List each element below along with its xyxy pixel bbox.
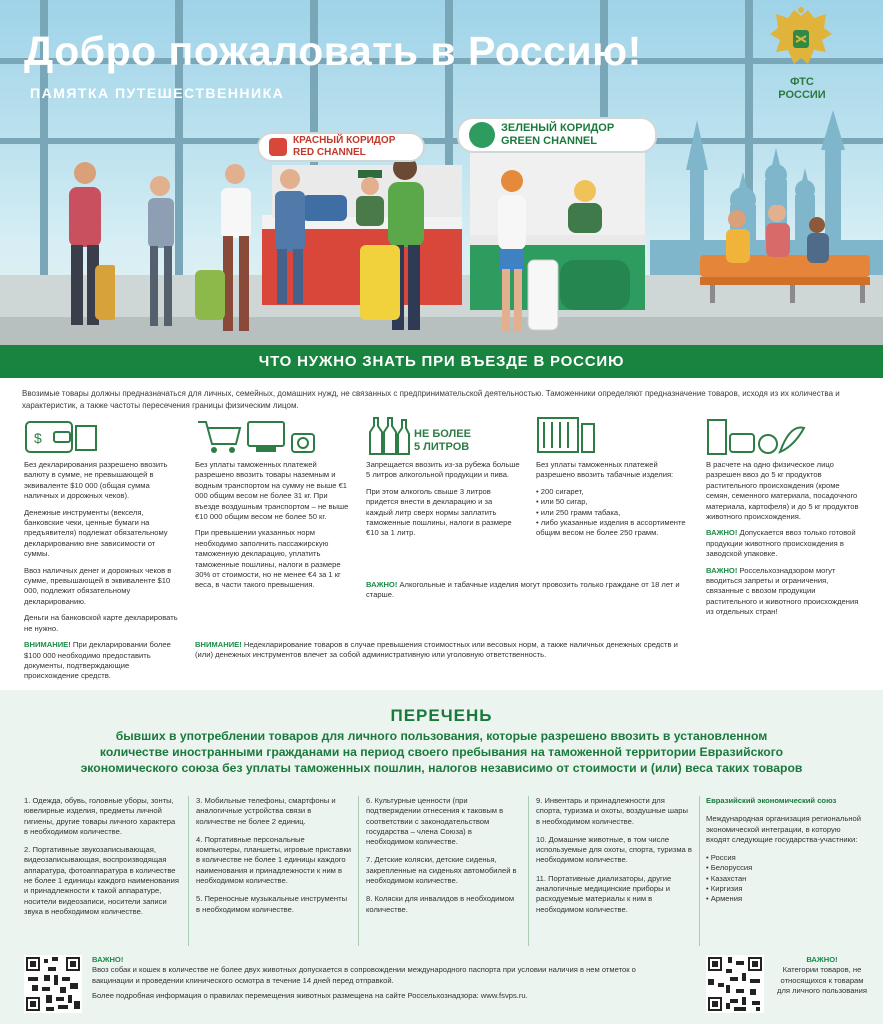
- currency-warning: [24, 640, 182, 682]
- traveler-woman-green-channel: [482, 165, 562, 335]
- liability-warning-text: Недекларирование товаров в случае превышения стоимостных или весовых норм, а также наличных денежных средств и (или) денежных инструментов влечет за собой административную или уголовную ответственность.: [195, 640, 678, 660]
- personal-goods-title: ПЕРЕЧЕНЬ: [390, 706, 493, 725]
- food-warning-1-text: Допускается ввоз только готовой продукции животного происхождения в заводской упаковке.: [706, 528, 856, 559]
- eaeu-members: [706, 853, 862, 904]
- age-warning: [366, 580, 692, 601]
- currency-warning-text: При декларировании более $100 000 необходимо предоставить документы, подтверждающие происхождение средств.: [24, 640, 171, 681]
- alcohol-text-1: Запрещается ввозить из-за рубежа больше 5 литров алкогольной продукции и пива.: [366, 460, 520, 480]
- eaeu-text: Международная организация региональной экономической интеграции, в которую входят следующие государства-участники:: [706, 814, 861, 844]
- currency-text-2: Денежные инструменты (векселя, банковские чеки, ценные бумаги на предъявителя) подлежат обязательному декларированию вне зависимости от суммы.: [24, 507, 168, 559]
- eaeu-info: [706, 796, 862, 905]
- seated-travelers: [712, 205, 832, 305]
- goods-list-col-1: [24, 796, 180, 925]
- eaeu-member: • Россия: [706, 853, 862, 863]
- goods-column: [195, 460, 350, 597]
- list-item: 4. Портативные персональные компьютеры, планшеты, игровые приставки в количестве не более 1 единицы каждого наименования и принадлежности к ним в необходимом количестве.: [196, 834, 352, 886]
- intro-text: Ввозимые товары должны предназначаться для личных, семейных, домашних нужд, не связанных с предпринимательской деятельностью. Таможенники определяют предназначение товаров, исходя из их количества и характеристик, а также частоты пересечения границы физическим лицом.: [22, 389, 840, 410]
- alcohol-limit-line1: НЕ БОЛЕЕ: [414, 428, 471, 440]
- personal-goods-subtitle: бывших в употреблении товаров для личного пользования, которые разрешено ввозить в установленном количестве иностранными гражданами на период своего пребывания на таможенной территории Евразийского экономического союза без уплаты таможенных пошлин, налогов независимо от стоимости и (или) веса таких товаров: [80, 729, 803, 775]
- red-channel-sign: [257, 132, 425, 162]
- tobacco-list: [536, 487, 691, 539]
- qr-code-left-icon[interactable]: [24, 955, 82, 1013]
- age-warning-text: Алкогольные и табачные изделия могут провозить только граждане от 18 лет и старше.: [366, 580, 680, 600]
- green-channel-label-ru: ЗЕЛЕНЫЙ КОРИДОР: [501, 122, 615, 134]
- list-item: 10. Домашние животные, в том числе используемые для охоты, спорта, туризма в необходимом количестве.: [536, 834, 692, 865]
- fts-org-name: ФТС РОССИИ: [778, 76, 826, 101]
- goods-text-2: При превышении указанных норм необходимо заполнить пассажирскую таможенную декларацию, уплатить таможенные пошлины, налоги в размере 30% от стоимости, но не менее €4 за 1 кг веса, в части такого превышения.: [195, 528, 341, 590]
- currency-text-1: Без декларирования разрешено ввозить валюту в сумме, не превышающей в эквиваленте $10 000 (общая сумма наличных и дорожных чеков).: [24, 460, 168, 501]
- food-warning-1: [706, 528, 862, 559]
- categories-note-text: Категории товаров, не относящихся к товарам для личного пользования: [777, 965, 867, 996]
- food-warning-2-text: Россельхознадзором могут вводиться запреты и ограничения, связанные с ввозом продукции растительного и животного происхождения из отдельных стран!: [706, 565, 859, 617]
- alcohol-limit-line2: 5 ЛИТРОВ: [414, 441, 470, 453]
- food-column: [706, 460, 862, 624]
- pets-note-text: Ввоз собак и кошек в количестве не более двух животных допускается в сопровождении международного паспорта при условии наличия в нем отметок о вакцинации и проведении клинического осмотра в течение 14 дней перед отправкой.: [92, 965, 636, 985]
- list-item: 7. Детские коляски, детские сиденья, закрепленные на сиденьях автомобилей в необходимом количестве.: [366, 855, 517, 886]
- food-warning-2: [706, 566, 862, 618]
- categories-note-label: ВАЖНО!: [806, 955, 838, 964]
- page-title: Добро пожаловать в Россию!: [24, 28, 642, 74]
- traveler-woman-grey: [138, 170, 183, 330]
- double-headed-eagle-emblem-icon: [768, 6, 834, 76]
- svg-text:$: $: [34, 430, 42, 446]
- eaeu-member: • Белоруссия: [706, 863, 862, 873]
- green-channel-label-en: GREEN CHANNEL: [501, 135, 597, 147]
- pets-note: [92, 955, 662, 1002]
- alcohol-limit-badge: [414, 428, 471, 454]
- tobacco-item: • или 50 сигар,: [536, 497, 691, 507]
- alcohol-column: [366, 460, 521, 545]
- cart-laptop-camera-icon: [196, 418, 318, 456]
- tobacco-text: Без уплаты таможенных платежей разрешено ввозить табачные изделия:: [536, 460, 674, 480]
- eaeu-member: • Армения: [706, 894, 862, 904]
- categories-note: [776, 955, 868, 997]
- liability-warning-label: ВНИМАНИЕ!: [195, 640, 242, 649]
- list-item: 6. Культурные ценности (при подтверждении отнесения к таковым в соответствии с законодательством государства – члена Союза) в необходимом количестве.: [366, 796, 504, 847]
- page-subtitle: ПАМЯТКА ПУТЕШЕСТВЕННИКА: [30, 85, 285, 101]
- green-channel-sign: [457, 117, 657, 153]
- list-item: 1. Одежда, обувь, головные уборы, зонты, ювелирные изделия, предметы личной гигиены, другие товары личного характера в необходимом количестве.: [24, 796, 176, 836]
- food-text: В расчете на одно физическое лицо разрешен ввоз до 5 кг продуктов растительного происхождения (кроме семян, семенного материала, посадочного материала, картофеля) и до 5 кг продуктов животного происхождения.: [706, 460, 859, 522]
- wallet-money-icon: [24, 418, 98, 454]
- age-warning-label: ВАЖНО!: [366, 580, 398, 589]
- currency-column: [24, 460, 182, 688]
- list-item: 5. Переносные музыкальные инструменты в необходимом количестве.: [196, 894, 348, 914]
- traveler-man-green-hoodie: [360, 150, 440, 335]
- goods-list-col-3: [366, 796, 521, 923]
- food-warning-1-label: ВАЖНО!: [706, 528, 738, 538]
- red-channel-marker-icon: [269, 138, 287, 156]
- red-channel-label-ru: КРАСНЫЙ КОРИДОР: [293, 135, 396, 146]
- bottles-icon: [366, 414, 410, 456]
- liability-warning: [195, 640, 692, 661]
- currency-warning-label: ВНИМАНИЕ!: [24, 640, 71, 650]
- alcohol-text-2: При этом алкоголь свыше 3 литров придется внести в декларацию и за каждый литр сверх нормы заплатить таможенные пошлины, налоги в размере €10 за 1 литр.: [366, 486, 512, 538]
- traveler-man-red-jacket: [55, 155, 115, 330]
- customs-officer-blue: [265, 165, 315, 305]
- list-item: 8. Коляски для инвалидов в необходимом количестве.: [366, 894, 515, 914]
- list-item: 11. Портативные диализаторы, другие аналогичные медицинские приборы и расходуемые материалы к ним в необходимом количестве.: [536, 873, 672, 914]
- eaeu-member: • Казахстан: [706, 874, 862, 884]
- pets-note-label: ВАЖНО!: [92, 955, 124, 964]
- tobacco-column: [536, 460, 691, 539]
- more-info-text: Более подробная информация о правилах перемещения животных размещена на сайте Россельхознадзора: www.fsvps.ru.: [92, 991, 528, 1001]
- hero-illustration: [0, 0, 883, 345]
- currency-text-3: Ввоз наличных денег и дорожных чеков в сумме, превышающей в эквиваленте $10 000, подлежит обязательному декларированию.: [24, 565, 172, 606]
- list-item: 3. Мобильные телефоны, смартфоны и аналогичные устройства связи в количестве не более 2 единиц.: [196, 796, 336, 826]
- food-products-icon: [706, 414, 806, 456]
- tobacco-item: • либо указанные изделия в ассортименте общим весом не более 250 грамм.: [536, 518, 691, 539]
- goods-text-1: Без уплаты таможенных платежей разрешено ввозить товары наземным и водным транспортом на сумму не выше €1 000 общим весом не более 31 кг. При въезде воздушным транспортом – не выше €10 000 общим весом не более 50 кг.: [195, 460, 349, 522]
- qr-code-right-icon[interactable]: [706, 955, 764, 1013]
- currency-text-4: Деньги на банковской карте декларировать не нужно.: [24, 613, 178, 633]
- red-channel-label-en: RED CHANNEL: [293, 147, 366, 158]
- food-warning-2-label: ВАЖНО!: [706, 565, 738, 575]
- tobacco-item: • 200 сигарет,: [536, 487, 691, 497]
- list-item: 9. Инвентарь и принадлежности для спорта, туризма и охоты, воздушные шары в необходимом количестве.: [536, 796, 688, 826]
- customs-officer-woman: [560, 175, 610, 235]
- cigarettes-icon: [536, 414, 598, 454]
- goods-list-col-4: [536, 796, 692, 923]
- traveler-woman-suitcase: [195, 160, 270, 335]
- list-item: 2. Портативные звукозаписывающая, видеозаписывающая, воспроизводящая аппаратура, фотоаппаратура в количестве не более 1 единицы каждого наименования и принадлежности к такой аппаратуре, носители видеозаписи, носители записи звука в необходимом количестве.: [24, 845, 179, 916]
- section-banner: [0, 345, 883, 378]
- section-banner-title: ЧТО НУЖНО ЗНАТЬ ПРИ ВЪЕЗДЕ В РОССИЮ: [258, 353, 625, 370]
- tobacco-item: • или 250 грамм табака,: [536, 508, 691, 518]
- eaeu-title: Евразийский экономический союз: [706, 796, 837, 805]
- eaeu-member: • Киргизия: [706, 884, 862, 894]
- green-channel-marker-icon: [469, 122, 495, 148]
- goods-list-col-2: [196, 796, 351, 923]
